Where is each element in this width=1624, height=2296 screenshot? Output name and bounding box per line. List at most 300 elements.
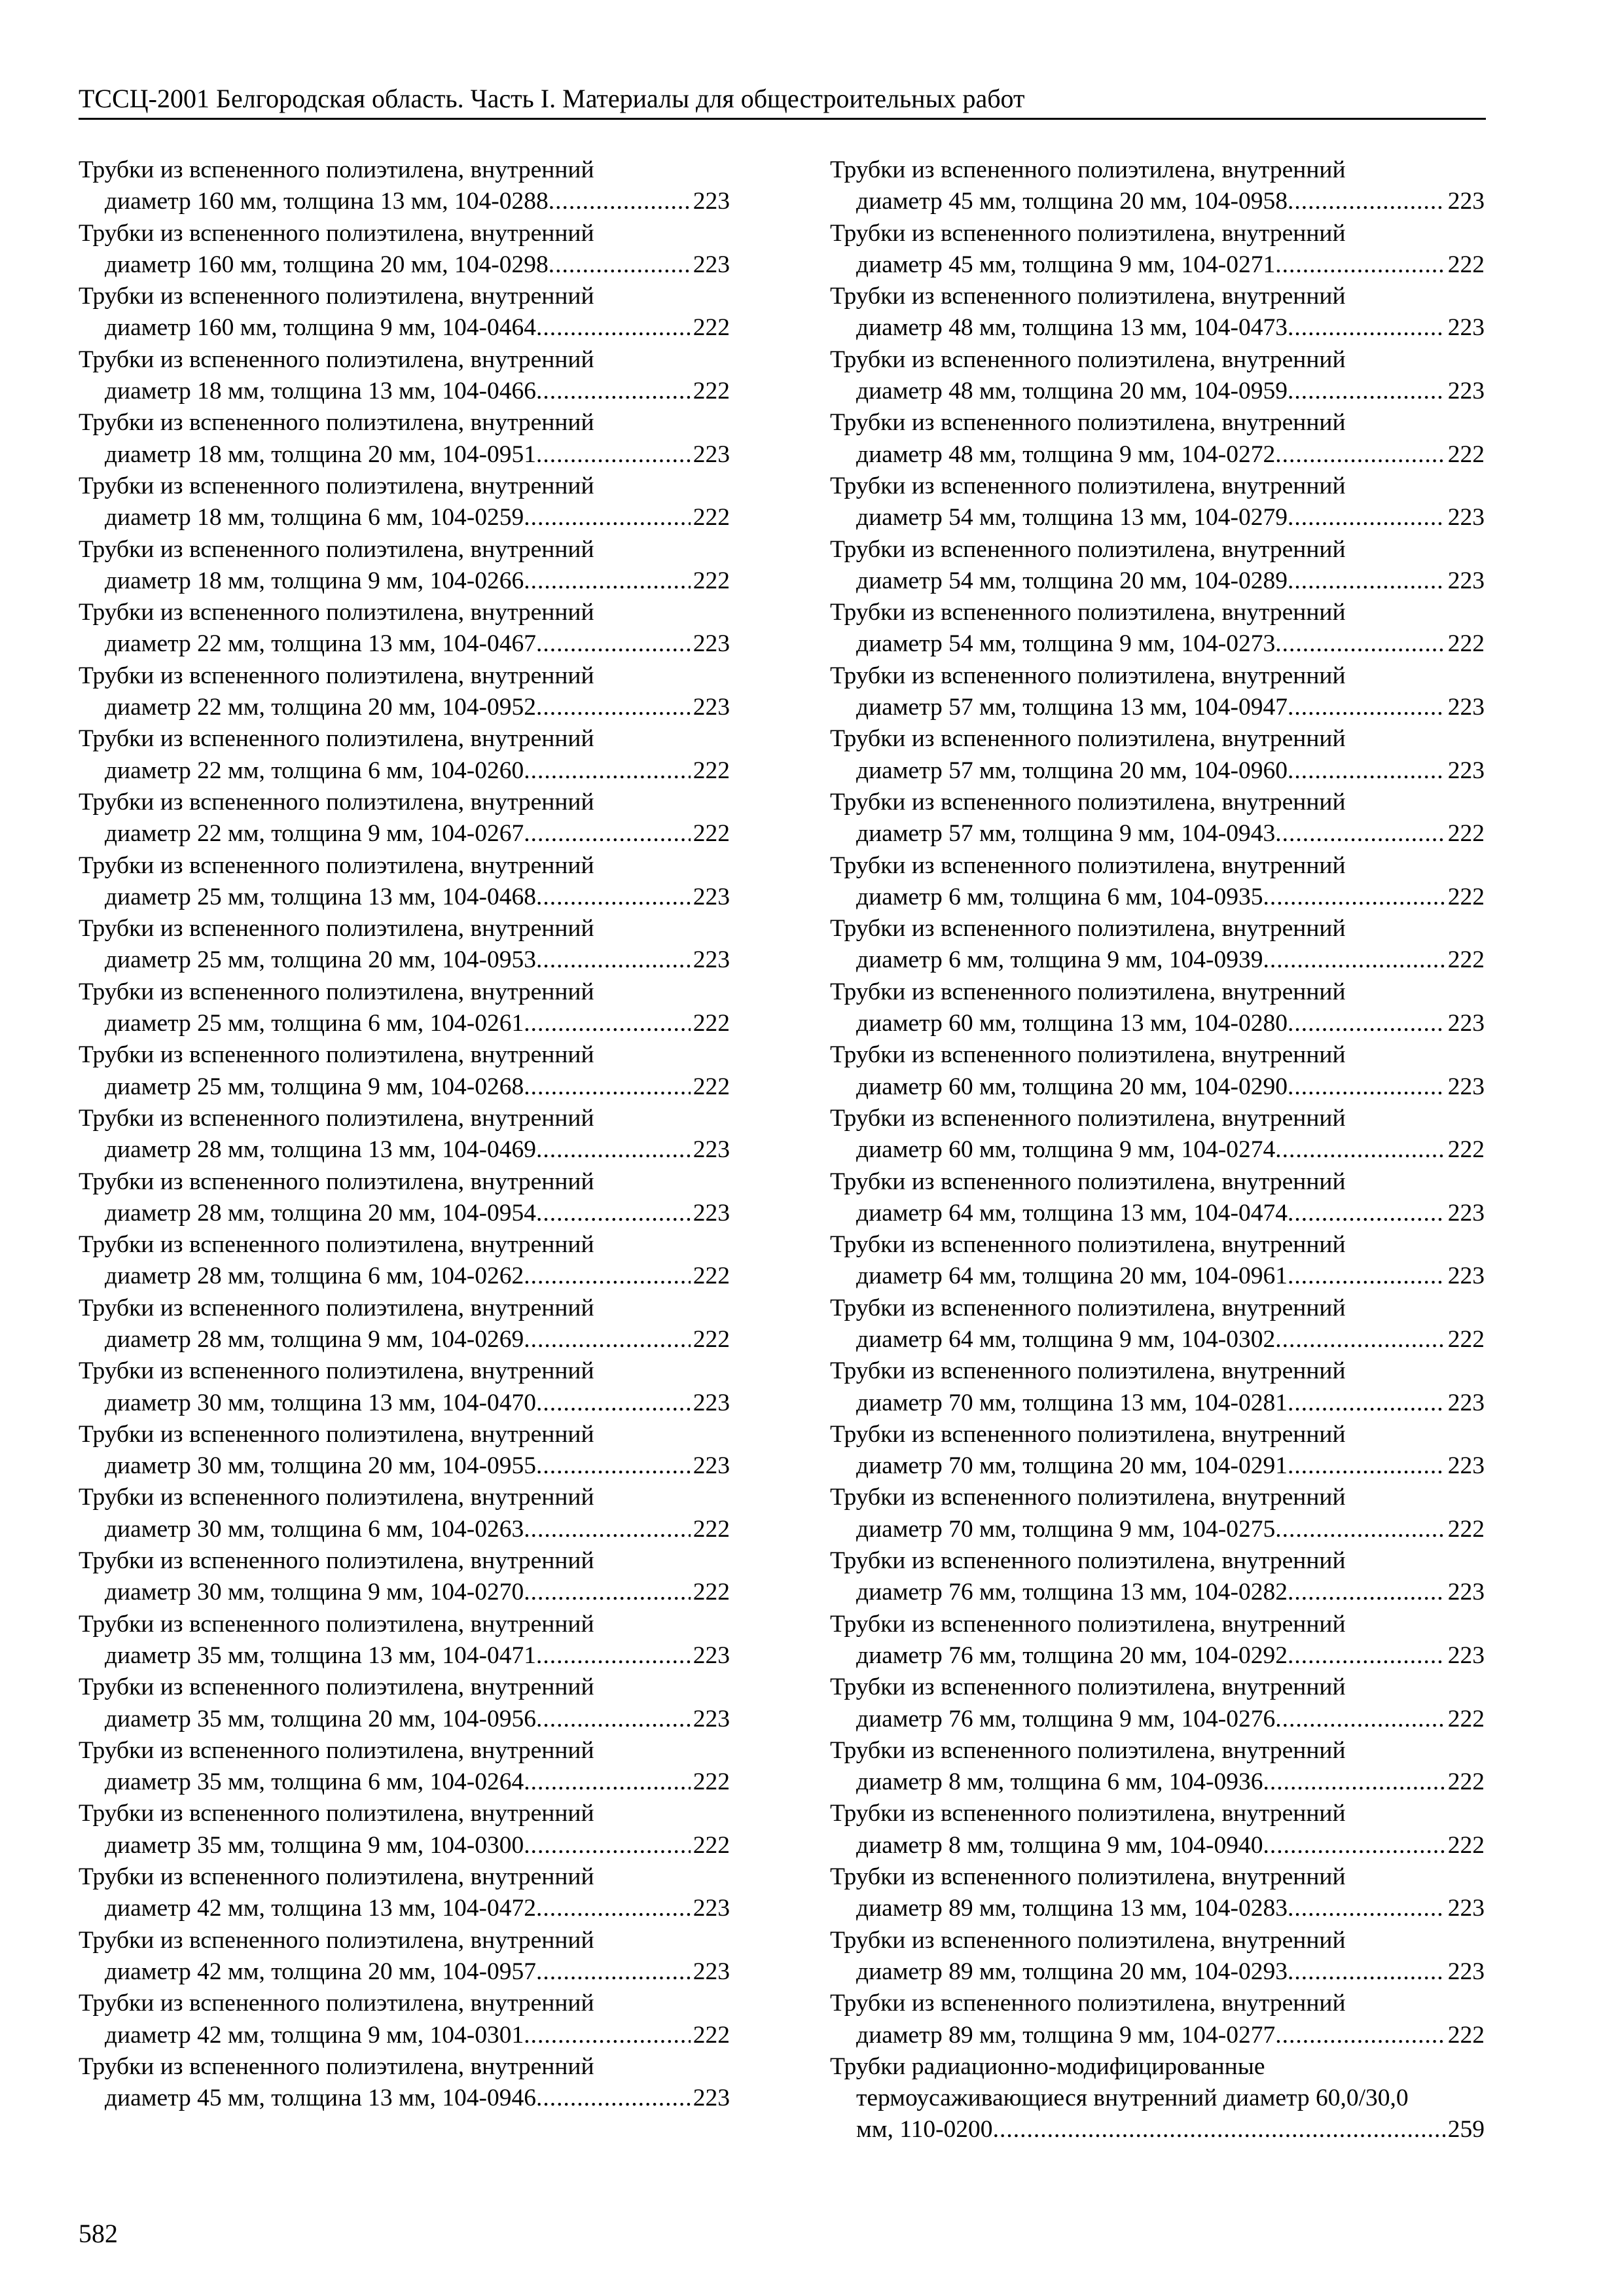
entry-title: Трубки из вспененного полиэтилена, внутренний (79, 788, 594, 816)
dot-leader (536, 1450, 691, 1482)
dot-leader (536, 1198, 691, 1229)
index-entry (830, 1355, 1485, 1419)
entry-detail: диаметр 30 мм, толщина 20 мм, 104-0955 (105, 1452, 536, 1480)
entry-title: Трубки из вспененного полиэтилена, внутренний (79, 1104, 594, 1132)
index-entry (830, 1039, 1485, 1103)
entry-detail: диаметр 25 мм, толщина 13 мм, 104-0468 (105, 883, 536, 910)
entry-title: Трубки из вспененного полиэтилена, внутренний (79, 915, 594, 942)
index-entry (830, 471, 1485, 534)
entry-title: Трубки из вспененного полиэтилена, внутренний (830, 472, 1346, 499)
entry-detail-line (830, 2114, 1485, 2145)
page-reference: 223 (693, 1641, 730, 1669)
entry-detail-line (830, 1388, 1485, 1419)
index-entry (830, 1293, 1485, 1356)
entry-title: Трубки из вспененного полиэтилена, внутренний (830, 599, 1346, 626)
dot-leader (536, 376, 691, 407)
index-entry (830, 1609, 1485, 1672)
page-reference: 223 (1447, 378, 1485, 405)
index-entry (79, 977, 730, 1040)
index-entry (830, 787, 1485, 850)
entry-title: Трубки из вспененного полиэтилена, внутренний (79, 662, 594, 689)
index-entry (830, 1419, 1485, 1482)
entry-detail-line (79, 1008, 730, 1039)
entry-title: Трубки радиационно-модифицированные (830, 2053, 1265, 2080)
entry-detail: диаметр 22 мм, толщина 9 мм, 104-0267 (105, 820, 524, 848)
entry-detail: диаметр 42 мм, толщина 9 мм, 104-0301 (105, 2021, 524, 2049)
dot-leader (1275, 1704, 1445, 1735)
dot-leader (1263, 1767, 1445, 1798)
index-entry (79, 597, 730, 660)
page-reference: 259 (1447, 2116, 1485, 2144)
page-reference: 222 (1447, 630, 1485, 658)
entry-title: Трубки из вспененного полиэтилена, внутренний (79, 1294, 594, 1321)
entry-detail: диаметр 64 мм, толщина 20 мм, 104-0961 (856, 1263, 1288, 1290)
page-reference: 222 (1447, 440, 1485, 468)
page-reference: 223 (693, 188, 730, 215)
index-entry (79, 1039, 730, 1103)
page-reference: 223 (1447, 1579, 1485, 1606)
entry-detail: диаметр 60 мм, толщина 13 мм, 104-0280 (856, 1010, 1288, 1037)
dot-leader (536, 1893, 691, 1924)
entry-detail: диаметр 45 мм, толщина 9 мм, 104-0271 (856, 251, 1276, 278)
entry-code: мм, 110-0200 (856, 2116, 993, 2144)
page-reference: 222 (693, 757, 730, 784)
index-entry (79, 218, 730, 281)
page-reference: 223 (1447, 1895, 1485, 1922)
entry-title: Трубки из вспененного полиэтилена, внутренний (79, 1547, 594, 1575)
entry-title: Трубки из вспененного полиэтилена, внутренний (79, 1736, 594, 1764)
page-reference: 222 (693, 314, 730, 342)
entry-detail: диаметр 25 мм, толщина 20 мм, 104-0953 (105, 946, 536, 974)
index-column-left (79, 154, 730, 2114)
page-reference: 223 (1447, 1073, 1485, 1100)
index-entry (830, 1482, 1485, 1545)
index-entry (79, 1293, 730, 1356)
page-reference: 222 (1447, 1325, 1485, 1353)
entry-title: Трубки из вспененного полиэтилена, внутренний (79, 1863, 594, 1891)
dot-leader (524, 1008, 691, 1039)
entry-detail: диаметр 22 мм, толщина 20 мм, 104-0952 (105, 694, 536, 721)
page-reference: 222 (693, 378, 730, 405)
index-entry (79, 1609, 730, 1672)
index-entry (830, 1166, 1485, 1230)
dot-leader (1263, 944, 1445, 976)
page-reference: 222 (693, 567, 730, 594)
page-reference: 223 (693, 630, 730, 658)
index-entry (830, 1545, 1485, 1609)
entry-title: Трубки из вспененного полиэтилена, внутренний (830, 283, 1346, 310)
dot-leader (524, 2020, 691, 2051)
entry-detail: диаметр 54 мм, толщина 13 мм, 104-0279 (856, 504, 1288, 531)
entry-detail-line (830, 1261, 1485, 1292)
entry-detail: диаметр 42 мм, толщина 13 мм, 104-0472 (105, 1895, 536, 1922)
dot-leader (524, 1071, 691, 1103)
entry-detail-line (79, 692, 730, 723)
dot-leader (536, 1956, 691, 1988)
index-entry (79, 850, 730, 914)
page-reference: 223 (693, 1136, 730, 1164)
entry-title: Трубки из вспененного полиэтилена, внутренний (830, 1926, 1346, 1954)
entry-detail-line (79, 312, 730, 344)
page-reference: 222 (1447, 251, 1485, 278)
page-reference: 223 (1447, 1958, 1485, 1985)
dot-leader (1275, 628, 1445, 660)
entry-detail: диаметр 18 мм, толщина 9 мм, 104-0266 (105, 567, 524, 594)
entry-title: Трубки из вспененного полиэтилена, внутренний (830, 1484, 1346, 1511)
dot-leader (1275, 1324, 1445, 1355)
page-reference: 222 (1447, 883, 1485, 910)
dot-leader (1288, 1008, 1445, 1039)
dot-leader (1288, 1198, 1445, 1229)
index-entry (79, 787, 730, 850)
dot-leader (1288, 692, 1445, 723)
dot-leader (524, 1324, 691, 1355)
entry-detail: диаметр 45 мм, толщина 13 мм, 104-0946 (105, 2085, 536, 2112)
index-entry (830, 344, 1485, 408)
entry-detail: диаметр 35 мм, толщина 6 мм, 104-0264 (105, 1768, 524, 1796)
entry-detail-line (79, 439, 730, 471)
dot-leader (1275, 439, 1445, 471)
index-entry (79, 1545, 730, 1609)
entry-detail-line (830, 312, 1485, 344)
dot-leader (1275, 818, 1445, 850)
entry-title: Трубки из вспененного полиэтилена, внутренний (830, 852, 1346, 879)
entry-detail: диаметр 35 мм, толщина 20 мм, 104-0956 (105, 1705, 536, 1732)
dot-leader (1288, 1577, 1445, 1608)
entry-detail-line (830, 376, 1485, 407)
dot-leader (1288, 1071, 1445, 1103)
entry-detail-line (79, 565, 730, 597)
dot-leader (536, 312, 691, 344)
entry-detail: диаметр 35 мм, толщина 9 мм, 104-0300 (105, 1831, 524, 1859)
page-reference: 222 (693, 1579, 730, 1606)
index-entry (830, 913, 1485, 977)
entry-detail: диаметр 25 мм, толщина 6 мм, 104-0261 (105, 1010, 524, 1037)
index-entry (830, 2051, 1485, 2146)
entry-detail: диаметр 76 мм, толщина 9 мм, 104-0276 (856, 1705, 1276, 1732)
entry-detail-line (830, 1704, 1485, 1735)
entry-title: Трубки из вспененного полиэтилена, внутренний (79, 2053, 594, 2080)
entry-detail-line (79, 1261, 730, 1292)
page-reference: 223 (1447, 567, 1485, 594)
page-reference: 223 (1447, 1199, 1485, 1227)
entry-detail: диаметр 30 мм, толщина 9 мм, 104-0270 (105, 1579, 524, 1606)
dot-leader (524, 502, 691, 533)
index-entry (79, 344, 730, 408)
page-reference: 223 (693, 1705, 730, 1732)
entry-detail-line (830, 882, 1485, 913)
dot-leader (536, 1388, 691, 1419)
entry-title: Трубки из вспененного полиэтилена, внутренний (79, 599, 594, 626)
entry-detail: диаметр 160 мм, толщина 13 мм, 104-0288 (105, 188, 549, 215)
entry-title: Трубки из вспененного полиэтилена, внутренний (830, 1674, 1346, 1701)
entry-detail: диаметр 76 мм, толщина 20 мм, 104-0292 (856, 1641, 1288, 1669)
dot-leader (1288, 502, 1445, 533)
index-entry (830, 534, 1485, 598)
entry-detail-line (79, 186, 730, 217)
entry-detail: диаметр 42 мм, толщина 20 мм, 104-0957 (105, 1958, 536, 1985)
entry-detail-line (830, 1640, 1485, 1672)
index-entry (79, 660, 730, 724)
page-reference: 223 (1447, 314, 1485, 342)
dot-leader (524, 1261, 691, 1292)
page-reference: 222 (1447, 1831, 1485, 1859)
entry-detail-line (830, 186, 1485, 217)
dot-leader (1263, 1830, 1445, 1861)
entry-detail-line (79, 1198, 730, 1229)
page-reference: 222 (693, 1768, 730, 1796)
entry-detail: диаметр 76 мм, толщина 13 мм, 104-0282 (856, 1579, 1288, 1606)
entry-title: Трубки из вспененного полиэтилена, внутренний (79, 1926, 594, 1954)
dot-leader (536, 2083, 691, 2114)
entry-title: Трубки из вспененного полиэтилена, внутренний (79, 1357, 594, 1385)
entry-detail: диаметр 22 мм, толщина 13 мм, 104-0467 (105, 630, 536, 658)
index-entry (830, 723, 1485, 787)
entry-detail-line (79, 944, 730, 976)
dot-leader (524, 1514, 691, 1545)
index-entry (830, 1229, 1485, 1293)
entry-detail: диаметр 30 мм, толщина 13 мм, 104-0470 (105, 1389, 536, 1416)
dot-leader (1288, 376, 1445, 407)
index-entry (830, 218, 1485, 281)
entry-detail-line (830, 1198, 1485, 1229)
dot-leader (536, 1704, 691, 1735)
page-reference: 222 (693, 1831, 730, 1859)
entry-title: Трубки из вспененного полиэтилена, внутренний (79, 1990, 594, 2017)
dot-leader (536, 628, 691, 660)
entry-detail-line (830, 249, 1485, 281)
entry-detail-line (79, 2083, 730, 2114)
page-reference: 223 (1447, 1389, 1485, 1416)
entry-detail: диаметр 64 мм, толщина 13 мм, 104-0474 (856, 1199, 1288, 1227)
page-reference: 223 (693, 2085, 730, 2112)
entry-detail: диаметр 8 мм, толщина 6 мм, 104-0936 (856, 1768, 1263, 1796)
entry-detail: диаметр 70 мм, толщина 9 мм, 104-0275 (856, 1515, 1276, 1543)
dot-leader (993, 2114, 1445, 2145)
entry-detail-line (830, 1830, 1485, 1861)
index-list-right (830, 154, 1485, 2051)
page-reference: 222 (693, 1010, 730, 1037)
dot-leader (524, 1830, 691, 1861)
index-column-right (830, 154, 1485, 2146)
page-reference: 223 (1447, 1010, 1485, 1037)
entry-detail-line (79, 1577, 730, 1608)
page-reference: 222 (1447, 2021, 1485, 2049)
index-entry (830, 281, 1485, 344)
dot-leader (536, 944, 691, 976)
entry-title: Трубки из вспененного полиэтилена, внутренний (79, 1610, 594, 1638)
entry-detail-line (830, 1450, 1485, 1482)
index-entry (79, 1103, 730, 1166)
entry-title: Трубки из вспененного полиэтилена, внутренний (79, 1674, 594, 1701)
page-reference: 223 (1447, 1641, 1485, 1669)
entry-title: Трубки из вспененного полиэтилена, внутренний (79, 978, 594, 1005)
entry-detail-line (79, 1640, 730, 1672)
entry-detail-line (79, 755, 730, 787)
dot-leader (549, 186, 691, 217)
entry-detail-line (830, 755, 1485, 787)
entry-detail: диаметр 18 мм, толщина 13 мм, 104-0466 (105, 378, 536, 405)
entry-detail-line (830, 502, 1485, 533)
entry-detail: диаметр 54 мм, толщина 20 мм, 104-0289 (856, 567, 1288, 594)
index-entry (79, 913, 730, 977)
entry-detail: диаметр 57 мм, толщина 13 мм, 104-0947 (856, 694, 1288, 721)
index-entry (79, 1419, 730, 1482)
dot-leader (549, 249, 691, 281)
page-reference: 222 (1447, 1768, 1485, 1796)
index-entry (79, 1355, 730, 1419)
index-entry (79, 154, 730, 218)
index-entry (830, 1861, 1485, 1925)
entry-detail-line (830, 692, 1485, 723)
page-reference: 223 (693, 1895, 730, 1922)
entry-detail-line (79, 1450, 730, 1482)
index-entry (79, 2051, 730, 2115)
entry-title: Трубки из вспененного полиэтилена, внутренний (79, 1800, 594, 1827)
index-entry (79, 1861, 730, 1925)
page-reference: 222 (693, 1073, 730, 1100)
index-entry (830, 407, 1485, 471)
entry-detail: диаметр 8 мм, толщина 9 мм, 104-0940 (856, 1831, 1263, 1859)
dot-leader (1275, 1134, 1445, 1166)
entry-title: Трубки из вспененного полиэтилена, внутренний (79, 283, 594, 310)
entry-title: Трубки из вспененного полиэтилена, внутренний (79, 725, 594, 753)
page-reference: 223 (693, 440, 730, 468)
entry-title: Трубки из вспененного полиэтилена, внутренний (830, 1104, 1346, 1132)
page-reference: 223 (693, 946, 730, 974)
entry-title: Трубки из вспененного полиэтилена, внутренний (830, 1294, 1346, 1321)
entry-detail: диаметр 54 мм, толщина 9 мм, 104-0273 (856, 630, 1276, 658)
index-entry (79, 1925, 730, 1988)
entry-detail-line (830, 1956, 1485, 1988)
entry-detail: диаметр 48 мм, толщина 9 мм, 104-0272 (856, 440, 1276, 468)
dot-leader (1288, 1640, 1445, 1672)
entry-title: Трубки из вспененного полиэтилена, внутренний (79, 1041, 594, 1069)
page-reference: 223 (1447, 1452, 1485, 1480)
entry-detail: диаметр 18 мм, толщина 6 мм, 104-0259 (105, 504, 524, 531)
entry-detail-line (830, 1514, 1485, 1545)
page-reference: 223 (693, 251, 730, 278)
page-reference: 222 (1447, 820, 1485, 848)
index-entry (830, 1988, 1485, 2051)
page-reference: 222 (1447, 1705, 1485, 1732)
page-reference: 223 (693, 1452, 730, 1480)
running-header: ТССЦ-2001 Белгородская область. Часть I. Материалы для общестроительных работ (79, 84, 1486, 120)
index-entry (830, 1798, 1485, 1861)
entry-detail-line (830, 944, 1485, 976)
index-entry (79, 1988, 730, 2051)
dot-leader (536, 692, 691, 723)
entry-detail-line (79, 502, 730, 533)
index-entry (79, 281, 730, 344)
dot-leader (1275, 1514, 1445, 1545)
index-entry (830, 1735, 1485, 1799)
index-entry (830, 850, 1485, 914)
entry-title: Трубки из вспененного полиэтилена, внутренний (79, 156, 594, 183)
entry-title: Трубки из вспененного полиэтилена, внутренний (79, 472, 594, 499)
entry-title: Трубки из вспененного полиэтилена, внутренний (830, 346, 1346, 373)
entry-title: Трубки из вспененного полиэтилена, внутренний (830, 662, 1346, 689)
dot-leader (524, 1577, 691, 1608)
index-entry (79, 1672, 730, 1735)
entry-detail: диаметр 160 мм, толщина 9 мм, 104-0464 (105, 314, 536, 342)
dot-leader (1263, 882, 1445, 913)
index-entry (79, 1229, 730, 1293)
entry-detail: диаметр 6 мм, толщина 6 мм, 104-0935 (856, 883, 1263, 910)
entry-title: Трубки из вспененного полиэтилена, внутренний (830, 1800, 1346, 1827)
index-entry (79, 1735, 730, 1799)
entry-detail: диаметр 6 мм, толщина 9 мм, 104-0939 (856, 946, 1263, 974)
page-reference: 222 (693, 2021, 730, 2049)
dot-leader (1288, 1450, 1445, 1482)
dot-leader (1288, 312, 1445, 344)
entry-title: Трубки из вспененного полиэтилена, внутренний (79, 535, 594, 563)
entry-detail-line (830, 818, 1485, 850)
entry-detail: диаметр 18 мм, толщина 20 мм, 104-0951 (105, 440, 536, 468)
entry-detail: диаметр 89 мм, толщина 13 мм, 104-0283 (856, 1895, 1288, 1922)
page-reference: 222 (1447, 1136, 1485, 1164)
page-reference: 223 (1447, 694, 1485, 721)
entry-title: Трубки из вспененного полиэтилена, внутренний (830, 1357, 1346, 1385)
entry-detail: диаметр 57 мм, толщина 20 мм, 104-0960 (856, 757, 1288, 784)
index-entry (79, 1798, 730, 1861)
entry-detail: диаметр 60 мм, толщина 20 мм, 104-0290 (856, 1073, 1288, 1100)
index-entry (79, 471, 730, 534)
entry-title: Трубки из вспененного полиэтилена, внутренний (79, 346, 594, 373)
entry-detail: диаметр 28 мм, толщина 9 мм, 104-0269 (105, 1325, 524, 1353)
entry-detail-line (830, 2020, 1485, 2051)
entry-detail-line (830, 439, 1485, 471)
index-entry (830, 154, 1485, 218)
entry-detail-line (79, 376, 730, 407)
entry-detail-line (79, 1956, 730, 1988)
page-reference: 223 (1447, 188, 1485, 215)
entry-detail: диаметр 30 мм, толщина 6 мм, 104-0263 (105, 1515, 524, 1543)
entry-detail: диаметр 70 мм, толщина 13 мм, 104-0281 (856, 1389, 1288, 1416)
entry-detail-line (79, 1893, 730, 1924)
entry-title: Трубки из вспененного полиэтилена, внутренний (830, 1420, 1346, 1448)
index-entry (830, 977, 1485, 1040)
entry-title: Трубки из вспененного полиэтилена, внутренний (79, 409, 594, 437)
index-entry (79, 1482, 730, 1545)
entry-title: Трубки из вспененного полиэтилена, внутренний (830, 409, 1346, 437)
page-reference: 223 (1447, 757, 1485, 784)
entry-title: Трубки из вспененного полиэтилена, внутренний (79, 1231, 594, 1259)
entry-title: Трубки из вспененного полиэтилена, внутренний (79, 1484, 594, 1511)
index-entry (79, 534, 730, 598)
dot-leader (524, 755, 691, 787)
page-reference: 223 (693, 883, 730, 910)
entry-detail: диаметр 22 мм, толщина 6 мм, 104-0260 (105, 757, 524, 784)
entry-title: Трубки из вспененного полиэтилена, внутренний (830, 1863, 1346, 1891)
index-entry (830, 1925, 1485, 1988)
dot-leader (524, 565, 691, 597)
page-number: 582 (79, 2219, 118, 2248)
index-entry (830, 1103, 1485, 1166)
dot-leader (1288, 1261, 1445, 1292)
page-reference: 223 (1447, 504, 1485, 531)
entry-detail: диаметр 160 мм, толщина 20 мм, 104-0298 (105, 251, 549, 278)
page-reference: 223 (693, 694, 730, 721)
dot-leader (536, 439, 691, 471)
entry-detail: диаметр 89 мм, толщина 9 мм, 104-0277 (856, 2021, 1276, 2049)
entry-detail: диаметр 28 мм, толщина 20 мм, 104-0954 (105, 1199, 536, 1227)
entry-detail-line (830, 565, 1485, 597)
entry-detail-line (79, 2020, 730, 2051)
entry-title: Трубки из вспененного полиэтилена, внутренний (830, 725, 1346, 753)
entry-detail-line (830, 1893, 1485, 1924)
entry-detail-line (79, 1071, 730, 1103)
